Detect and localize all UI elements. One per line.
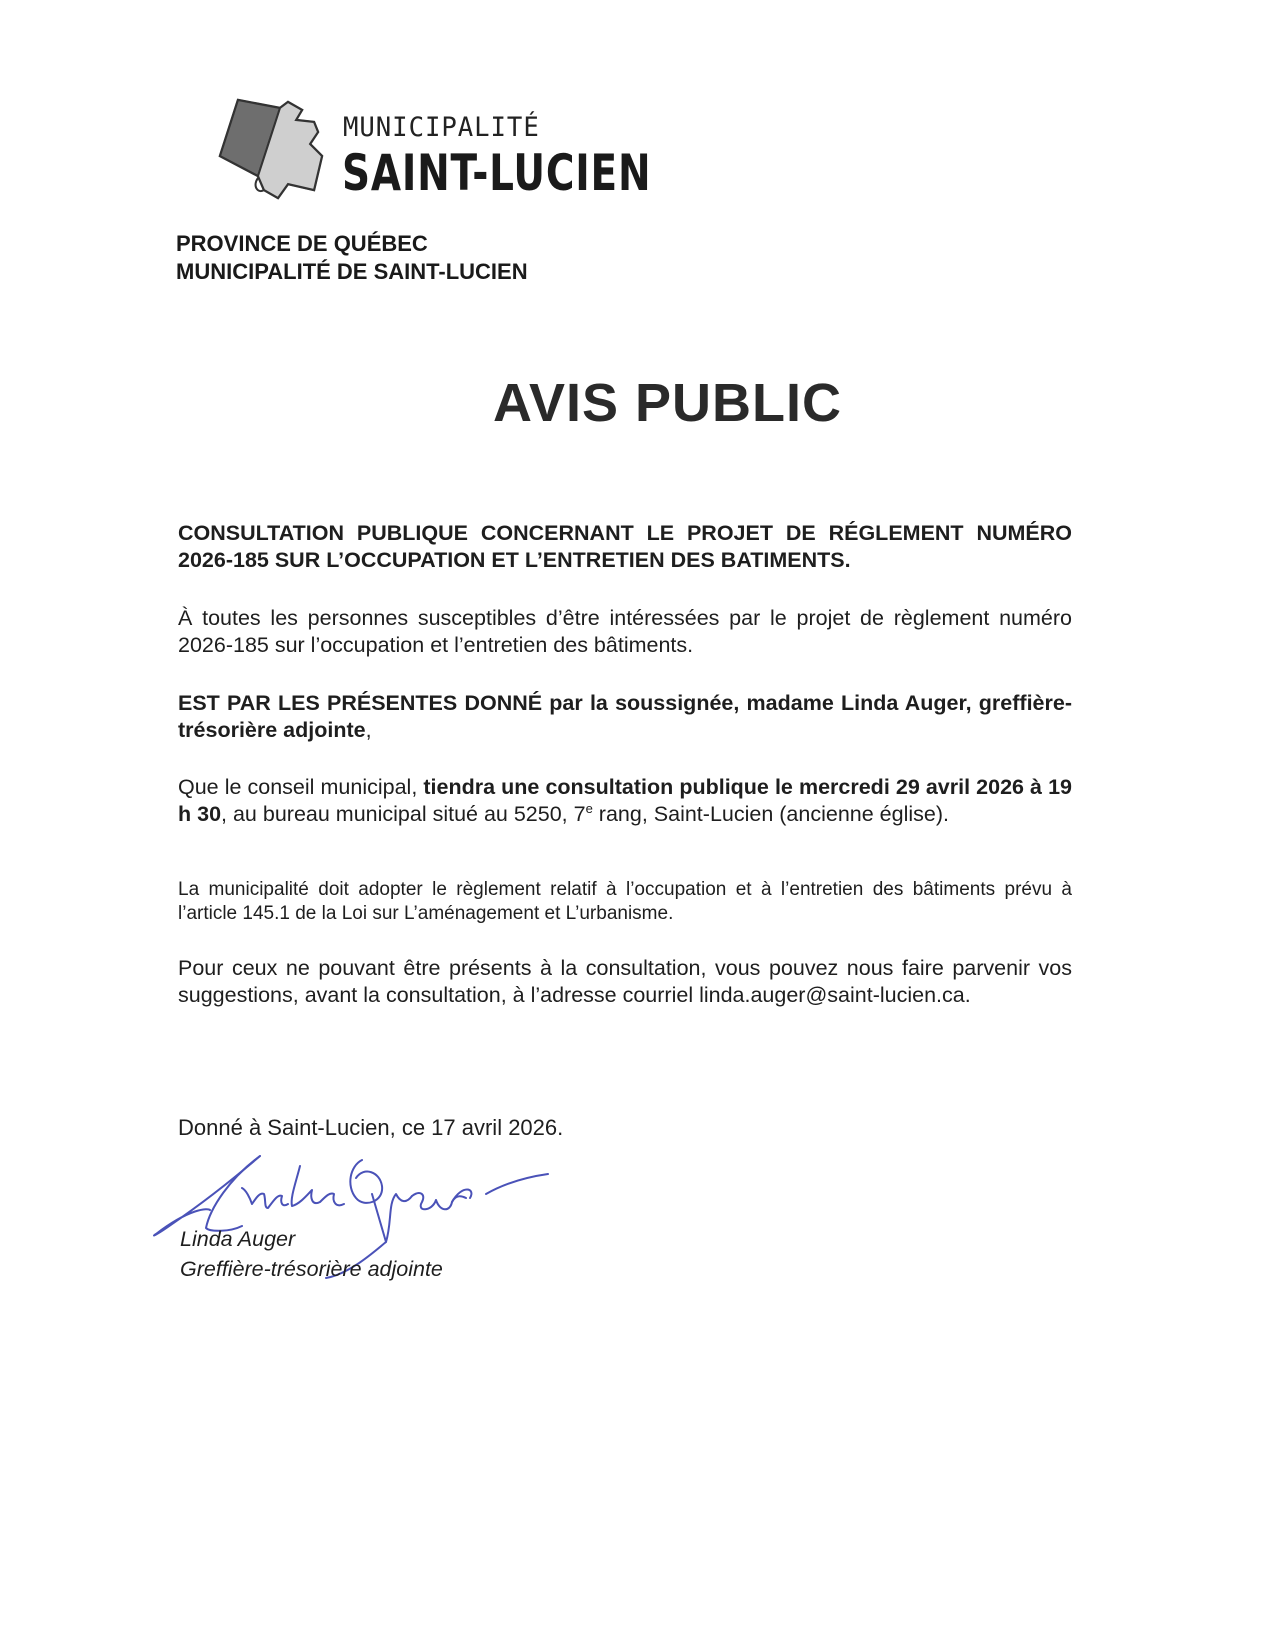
given-date: Donné à Saint-Lucien, ce 17 avril 2026. <box>178 1115 564 1140</box>
consultation-location: , au bureau municipal situé au 5250, 7 <box>221 802 586 826</box>
ordinal-superscript: e <box>585 800 593 816</box>
letterhead-heading <box>176 230 528 286</box>
paragraph-legal-basis: La municipalité doit adopter le règlement relatif à l’occupation et à l’entretien des bâtiments prévu à l’article 145.1 de la Loi sur L’aménagement et L’urbanisme. <box>178 879 1072 924</box>
heading-province: PROVINCE DE QUÉBEC <box>176 231 428 256</box>
signer-role: Greffière-trésorière adjointe <box>180 1257 443 1281</box>
declaration-comma: , <box>365 718 372 742</box>
consultation-date-time: tiendra une consultation publique le mercredi 29 avril 2026 à 19 h 30 <box>178 775 1072 826</box>
logo-line-saint-lucien: SAINT-LUCIEN <box>342 144 652 202</box>
signer-block <box>180 1224 443 1284</box>
declaration-bold-lead: EST PAR LES PRÉSENTES DONNÉ <box>178 691 543 715</box>
declaration-signatory: par la soussignée, madame Linda Auger, greffière-trésorière adjointe <box>178 691 1072 742</box>
logo <box>218 98 652 208</box>
paragraph-addressees: À toutes les personnes susceptibles d’être intéressées par le projet de règlement numéro 2026-185 sur l’occupation et l’entretien des bâtiments. <box>178 606 1072 657</box>
signer-name: Linda Auger <box>180 1227 296 1251</box>
puzzle-map-logo-icon <box>218 98 336 202</box>
paragraph-consultation <box>178 774 1072 828</box>
consultation-location-end: rang, Saint-Lucien (ancienne église). <box>592 802 949 826</box>
notice-subject: CONSULTATION PUBLIQUE CONCERNANT LE PROJET DE RÉGLEMENT NUMÉRO 2026-185 SUR L’OCCUPATION ET L’ENTRETIEN DES BATIMENTS. <box>178 521 1072 572</box>
paragraph-suggestions: Pour ceux ne pouvant être présents à la consultation, vous pouvez nous faire parvenir vos suggestions, avant la consultation, à l’adresse courriel linda.auger@saint-lucien.ca. <box>178 956 1072 1007</box>
heading-municipality: MUNICIPALITÉ DE SAINT-LUCIEN <box>176 259 528 284</box>
logo-line-municipalite: MUNICIPALITÉ <box>343 112 540 143</box>
page-title: AVIS PUBLIC <box>492 373 843 433</box>
paragraph-declaration <box>178 690 1072 744</box>
consultation-intro: Que le conseil municipal, <box>178 775 424 799</box>
